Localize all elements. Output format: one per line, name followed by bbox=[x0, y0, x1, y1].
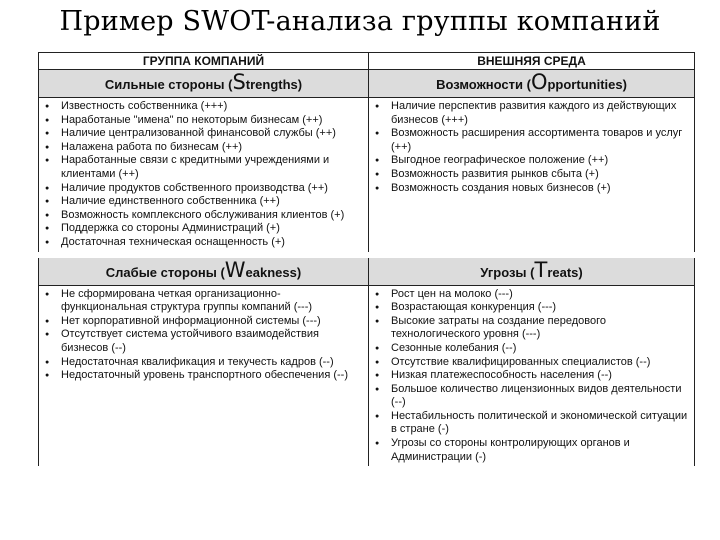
strengths-item: ● Наличие продуктов собственного производства (++) bbox=[43, 182, 364, 196]
threats-item: ● Большое количество лицензионных видов деятельности (--) bbox=[373, 383, 690, 410]
opportunities-item: ● Возможность создания новых бизнесов (+) bbox=[373, 182, 690, 196]
weaknesses-label-letter: W bbox=[224, 257, 246, 282]
threats-item: ● Рост цен на молоко (---) bbox=[373, 288, 690, 302]
strengths-item: ● Наработаные "имена" по некоторым бизнесам (++) bbox=[43, 114, 364, 128]
opportunities-label-letter: O bbox=[530, 70, 548, 94]
weaknesses-item: ● Не сформирована четкая организационно-функциональная структура группы компаний (---) bbox=[43, 288, 364, 315]
threats-label-post: reats) bbox=[547, 264, 583, 280]
opportunities-label-post: pportunities) bbox=[547, 77, 627, 92]
threats-item: ● Отсутствие квалифицированных специалистов (--) bbox=[373, 356, 690, 370]
threats-item: ● Возрастающая конкуренция (---) bbox=[373, 301, 690, 315]
bottom-quadrant-body-row bbox=[39, 285, 695, 466]
weaknesses-item: ● Отсутствует система устойчивого взаимодействия бизнесов (--) bbox=[43, 328, 364, 355]
strengths-item: ● Наработанные связи с кредитными учреждениями и клиентами (++) bbox=[43, 154, 364, 181]
strengths-item: ● Наличие единственного собственника (++) bbox=[43, 195, 364, 209]
opportunities-list bbox=[369, 98, 694, 197]
strengths-item: ● Налажена работа по бизнесам (++) bbox=[43, 141, 364, 155]
strengths-item: ● Поддержка со стороны Администраций (+) bbox=[43, 222, 364, 236]
weaknesses-label-pre: Слабые стороны ( bbox=[105, 264, 225, 280]
opportunities-item: ● Выгодное географическое положение (++) bbox=[373, 154, 690, 168]
threats-list bbox=[369, 286, 694, 467]
opportunities-cell bbox=[369, 98, 695, 255]
weaknesses-list bbox=[39, 286, 368, 385]
internal-header: ГРУППА КОМПАНИЙ bbox=[39, 53, 369, 70]
opportunities-label-pre: Возможности ( bbox=[436, 77, 531, 92]
weaknesses-item: ● Недостаточный уровень транспортного обеспечения (--) bbox=[43, 369, 364, 383]
strengths-item: ● Возможность комплексного обслуживания клиентов (+) bbox=[43, 209, 364, 223]
swot-table bbox=[38, 52, 695, 466]
external-header: ВНЕШНЯЯ СРЕДА bbox=[369, 53, 695, 70]
threats-item: ● Сезонные колебания (--) bbox=[373, 342, 690, 356]
threats-label-pre: Угрозы ( bbox=[480, 264, 535, 280]
strengths-header bbox=[39, 70, 369, 98]
threats-item: ● Низкая платежеспособность населения (--) bbox=[373, 369, 690, 383]
opportunities-item: ● Наличие перспектив развития каждого из действующих бизнесов (+++) bbox=[373, 100, 690, 127]
weaknesses-cell bbox=[39, 285, 369, 466]
strengths-label-post: trengths) bbox=[245, 77, 303, 92]
strengths-item: ● Известность собственника (+++) bbox=[43, 100, 364, 114]
strengths-list bbox=[39, 98, 368, 252]
strengths-item: ● Достаточная техническая оснащенность (+) bbox=[43, 236, 364, 250]
threats-header bbox=[369, 255, 695, 286]
threats-cell bbox=[369, 285, 695, 466]
strengths-label-pre: Сильные стороны ( bbox=[104, 77, 233, 92]
threats-item: ● Угрозы со стороны контролирующих органов и Администрации (-) bbox=[373, 437, 690, 464]
strengths-label-letter: S bbox=[232, 70, 246, 94]
threats-label-letter: T bbox=[534, 257, 548, 282]
top-quadrant-header-row bbox=[39, 70, 695, 98]
opportunities-item: ● Возможность развития рынков сбыта (+) bbox=[373, 168, 690, 182]
weaknesses-label-post: eakness) bbox=[245, 264, 302, 280]
slide-title: Пример SWOT-анализа группы компаний bbox=[59, 6, 661, 37]
group-header-row bbox=[39, 53, 695, 70]
weaknesses-item: ● Недостаточная квалификация и текучесть кадров (--) bbox=[43, 356, 364, 370]
strengths-cell bbox=[39, 98, 369, 255]
strengths-item: ● Наличие централизованной финансовой службы (++) bbox=[43, 127, 364, 141]
opportunities-header bbox=[369, 70, 695, 98]
threats-item: ● Нестабильность политической и экономической ситуации в стране (-) bbox=[373, 410, 690, 437]
top-quadrant-body-row bbox=[39, 98, 695, 255]
weaknesses-header bbox=[39, 255, 369, 286]
threats-item: ● Высокие затраты на создание передового технологического уровня (---) bbox=[373, 315, 690, 342]
weaknesses-item: ● Нет корпоративной информационной системы (---) bbox=[43, 315, 364, 329]
bottom-quadrant-header-row bbox=[39, 255, 695, 286]
opportunities-item: ● Возможность расширения ассортимента товаров и услуг (++) bbox=[373, 127, 690, 154]
